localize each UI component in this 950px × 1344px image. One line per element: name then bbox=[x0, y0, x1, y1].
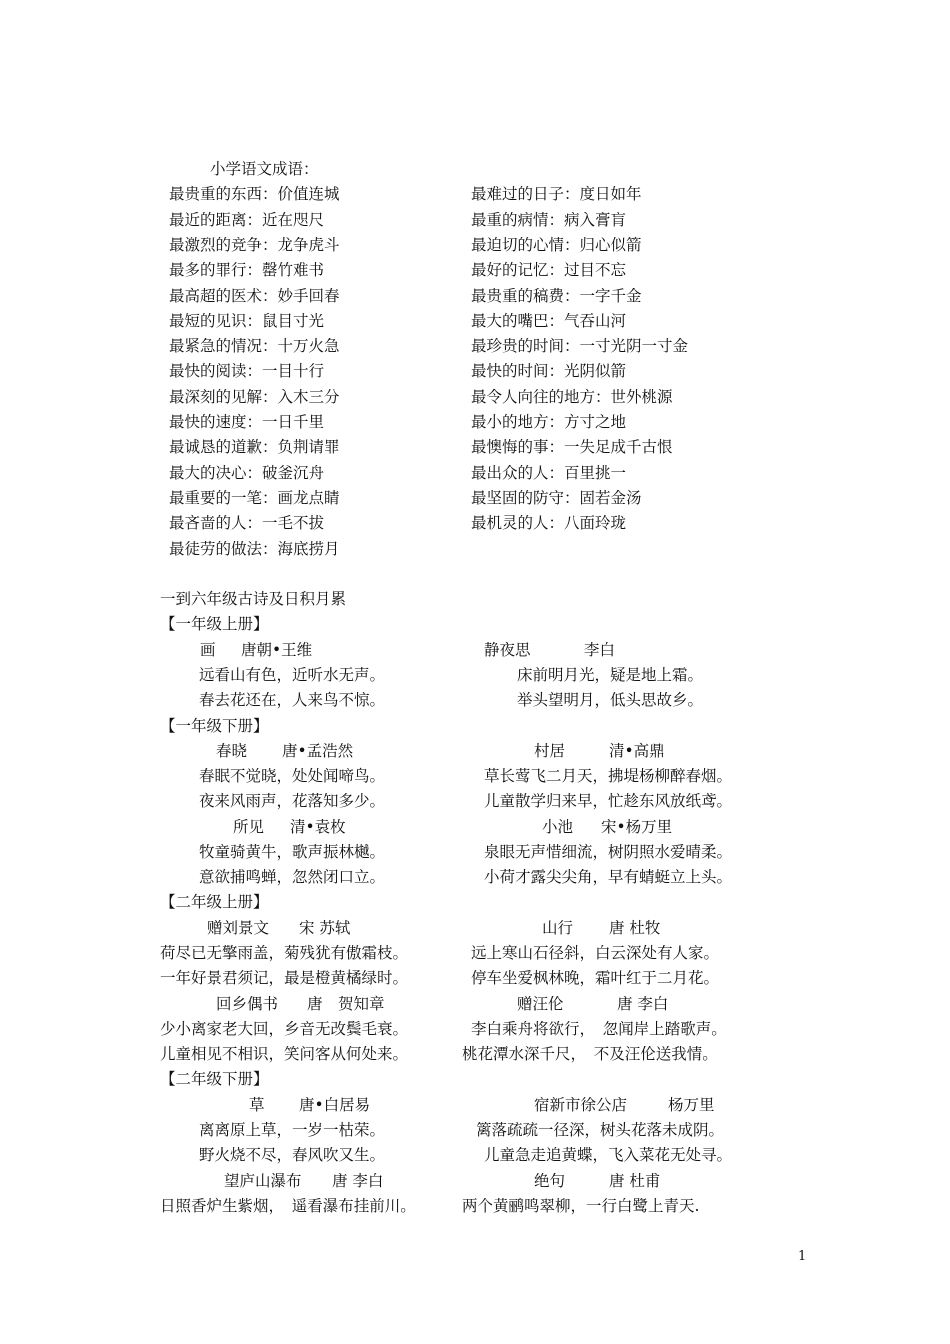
poem-title: 草 bbox=[249, 1096, 265, 1114]
poem-title: 赠汪伦 bbox=[517, 995, 564, 1013]
poem-line: 牧童骑黄牛，歌声振林樾。 bbox=[199, 843, 386, 861]
poem-line: 泉眼无声惜细流，树阴照水爱晴柔。 bbox=[484, 843, 733, 861]
poem-title: 绝句 bbox=[534, 1172, 566, 1190]
poem-line: 床前明月光，疑是地上霜。 bbox=[517, 666, 704, 684]
poem-line: 日照香炉生紫烟， 遥看瀑布挂前川。 bbox=[160, 1197, 416, 1215]
poem-author: 唐 李白 bbox=[332, 1172, 384, 1190]
idiom-left-item: 最高超的医术：妙手回春 bbox=[169, 287, 340, 305]
idiom-left-item: 最近的距离：近在咫尺 bbox=[169, 211, 325, 229]
idiom-right-item: 最坚固的防守：固若金汤 bbox=[471, 489, 642, 507]
poem-title: 画 bbox=[200, 641, 216, 659]
poem-title: 回乡偶书 bbox=[216, 995, 279, 1013]
idiom-right-item: 最快的时间：光阴似箭 bbox=[471, 362, 627, 380]
poem-line: 桃花潭水深千尺， 不及汪伦送我情。 bbox=[462, 1045, 718, 1063]
idiom-right-item: 最懊悔的事：一失足成千古恨 bbox=[471, 438, 673, 456]
poem-line: 远看山有色，近听水无声。 bbox=[199, 666, 386, 684]
poem-line: 离离原上草，一岁一枯荣。 bbox=[199, 1121, 386, 1139]
poem-line: 远上寒山石径斜，白云深处有人家。 bbox=[471, 944, 720, 962]
poem-line: 举头望明月，低头思故乡。 bbox=[517, 691, 704, 709]
poem-author: 杨万里 bbox=[668, 1096, 715, 1114]
poem-line: 夜来风雨声，花落知多少。 bbox=[199, 792, 386, 810]
poem-line: 儿童散学归来早，忙趁东风放纸鸢。 bbox=[484, 792, 733, 810]
poem-author: 宋•杨万里 bbox=[601, 818, 673, 836]
page-number: 1 bbox=[798, 1249, 807, 1264]
idiom-left-item: 最深刻的见解：入木三分 bbox=[169, 388, 340, 406]
poem-author: 李白 bbox=[584, 641, 616, 659]
idiom-left-item: 最快的速度：一日千里 bbox=[169, 413, 325, 431]
idiom-right-item: 最重的病情：病入膏肓 bbox=[471, 211, 627, 229]
poem-title: 小池 bbox=[542, 818, 574, 836]
poem-line: 一年好景君须记，最是橙黄橘绿时。 bbox=[160, 969, 409, 987]
idiom-right-item: 最令人向往的地方：世外桃源 bbox=[471, 388, 673, 406]
poem-title: 春晓 bbox=[216, 742, 248, 760]
idiom-left-item: 最激烈的竞争：龙争虎斗 bbox=[169, 236, 340, 254]
poem-author: 宋 苏轼 bbox=[299, 919, 351, 937]
poem-line: 意欲捕鸣蝉，忽然闭口立。 bbox=[199, 868, 386, 886]
idiom-right-item: 最好的记忆：过目不忘 bbox=[471, 261, 627, 279]
poem-line: 荷尽已无擎雨盖，菊残犹有傲霜枝。 bbox=[160, 944, 409, 962]
poem-title: 赠刘景文 bbox=[207, 919, 270, 937]
idiom-right-item: 最难过的日子：度日如年 bbox=[471, 185, 642, 203]
idiom-left-item: 最吝啬的人：一毛不拔 bbox=[169, 514, 325, 532]
poem-author: 唐•白居易 bbox=[299, 1096, 371, 1114]
poem-author: 唐 杜甫 bbox=[609, 1172, 661, 1190]
poem-author: 唐朝•王维 bbox=[241, 641, 313, 659]
poem-line: 儿童急走追黄蝶，飞入菜花无处寻。 bbox=[484, 1146, 733, 1164]
poem-author: 唐•孟浩然 bbox=[282, 742, 354, 760]
idiom-left-item: 最大的决心：破釜沉舟 bbox=[169, 464, 325, 482]
grade-header: 【一年级下册】 bbox=[160, 717, 269, 735]
idiom-right-item: 最贵重的稿费：一字千金 bbox=[471, 287, 642, 305]
poem-title: 所见 bbox=[233, 818, 265, 836]
idiom-right-item: 最机灵的人：八面玲珑 bbox=[471, 514, 627, 532]
idiom-left-item: 最短的见识：鼠目寸光 bbox=[169, 312, 325, 330]
poem-title: 望庐山瀑布 bbox=[224, 1172, 302, 1190]
idiom-right-item: 最出众的人：百里挑一 bbox=[471, 464, 627, 482]
idiom-left-item: 最徒劳的做法：海底捞月 bbox=[169, 540, 340, 558]
poem-line: 两个黄鹂鸣翠柳，一行白鹭上青天. bbox=[462, 1197, 700, 1215]
poem-title: 村居 bbox=[534, 742, 566, 760]
poem-line: 停车坐爱枫林晚，霜叶红于二月花。 bbox=[471, 969, 720, 987]
poem-title: 山行 bbox=[542, 919, 574, 937]
idiom-left-item: 最快的阅读：一目十行 bbox=[169, 362, 325, 380]
idiom-right-item: 最珍贵的时间：一寸光阴一寸金 bbox=[471, 337, 689, 355]
idiom-left-item: 最贵重的东西：价值连城 bbox=[169, 185, 340, 203]
idioms-title: 小学语文成语： bbox=[210, 160, 319, 178]
poem-line: 春眠不觉晓，处处闻啼鸟。 bbox=[199, 767, 386, 785]
poem-line: 少小离家老大回，乡音无改鬓毛衰。 bbox=[160, 1020, 409, 1038]
poem-title: 宿新市徐公店 bbox=[534, 1096, 628, 1114]
poem-line: 小荷才露尖尖角，早有蜻蜓立上头。 bbox=[484, 868, 733, 886]
grade-header: 【二年级上册】 bbox=[160, 893, 269, 911]
poem-title: 静夜思 bbox=[484, 641, 531, 659]
idiom-right-item: 最迫切的心情：归心似箭 bbox=[471, 236, 642, 254]
poem-line: 篱落疏疏一径深，树头花落未成阴。 bbox=[476, 1121, 725, 1139]
poem-author: 清•袁枚 bbox=[290, 818, 346, 836]
idiom-right-item: 最大的嘴巴：气吞山河 bbox=[471, 312, 627, 330]
poems-section-title: 一到六年级古诗及日积月累 bbox=[160, 590, 347, 608]
grade-header: 【一年级上册】 bbox=[160, 615, 269, 633]
poem-line: 儿童相见不相识，笑问客从何处来。 bbox=[160, 1045, 409, 1063]
poem-author: 唐 李白 bbox=[617, 995, 669, 1013]
poem-author: 唐 杜牧 bbox=[609, 919, 661, 937]
poem-author: 唐 贺知章 bbox=[307, 995, 385, 1013]
idiom-left-item: 最诚恳的道歉：负荆请罪 bbox=[169, 438, 340, 456]
poem-line: 李白乘舟将欲行， 忽闻岸上踏歌声。 bbox=[471, 1020, 727, 1038]
grade-header: 【二年级下册】 bbox=[160, 1070, 269, 1088]
idiom-left-item: 最多的罪行：罄竹难书 bbox=[169, 261, 325, 279]
poem-line: 春去花还在，人来鸟不惊。 bbox=[199, 691, 386, 709]
poem-line: 草长莺飞二月天，拂堤杨柳醉春烟。 bbox=[484, 767, 733, 785]
idiom-left-item: 最重要的一笔：画龙点睛 bbox=[169, 489, 340, 507]
idiom-left-item: 最紧急的情况：十万火急 bbox=[169, 337, 340, 355]
poem-author: 清•高鼎 bbox=[609, 742, 665, 760]
poem-line: 野火烧不尽，春风吹又生。 bbox=[199, 1146, 386, 1164]
idiom-right-item: 最小的地方：方寸之地 bbox=[471, 413, 627, 431]
